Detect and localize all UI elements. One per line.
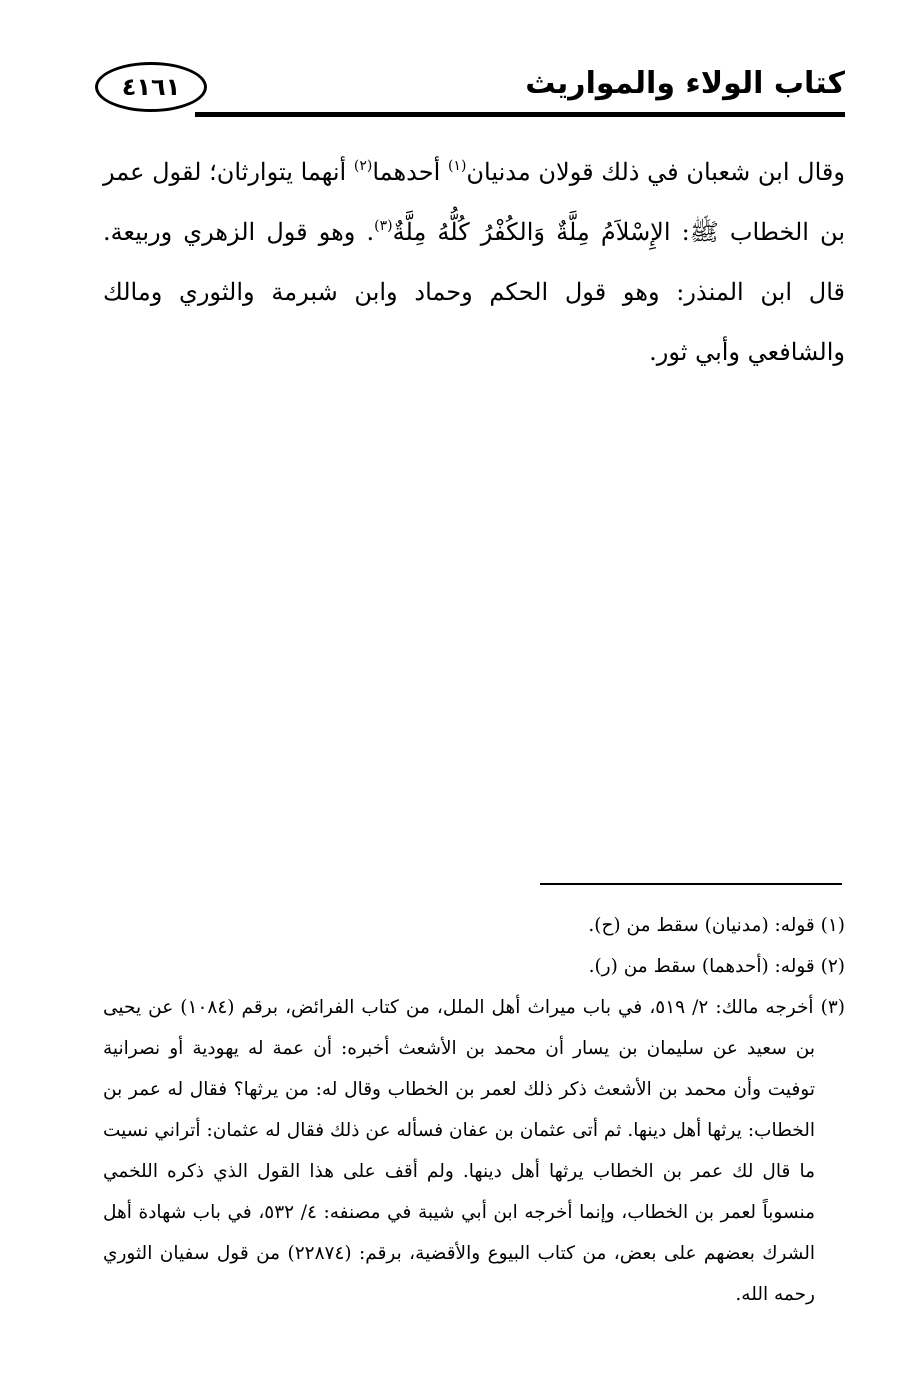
footnote-separator [540, 883, 842, 885]
footnote-2: (٢) قوله: (أحدهما) سقط من (ر). [588, 956, 845, 977]
footnote-1: (١) قوله: (مدنيان) سقط من (ح). [588, 915, 845, 936]
page-header [95, 52, 845, 122]
main-paragraph [103, 142, 845, 382]
footnote-ref-1: (١) [447, 158, 467, 174]
text-segment: أنهما يتوارثان؛ لقول عمر بن الخطاب ﷺ: الإِسْلاَمُ مِلَّةٌ وَالكُفْرُ كُلُّهُ مِلَّةٌ [103, 158, 845, 246]
footnote-3: (٣) أخرجه مالك: ٢/ ٥١٩، في باب ميراث أهل الملل، من كتاب الفرائض، برقم (١٠٨٤) عن يحيى بن سعيد عن سليمان بن يسار أن محمد بن الأشعث أخبره: أن عمة له يهودية أو نصرانية توفيت وأن محمد بن الأشعث ذكر ذلك لعمر بن الخطاب وقال له: من يرثها؟ فقال له عمر بن الخطاب: يرثها أهل دينها. ثم أتى عثمان بن عفان فسأله عن ذلك فقال له عثمان: أتراني نسيت ما قال لك عمر بن الخطاب يرثها أهل دينها. ولم أقف على هذا القول الذي ذكره اللخمي منسوباً لعمر بن الخطاب، وإنما أخرجه ابن أبي شيبة في مصنفه: ٤/ ٥٣٢، في باب شهادة أهل الشرك بعضهم على بعض، من كتاب البيوع والأقضية، برقم: (٢٢٨٧٤) من قول سفيان الثوري رحمه الله. [103, 997, 845, 1305]
book-title: كتاب الولاء والمواريث [525, 66, 845, 101]
footnote-ref-2: (٢) [353, 158, 373, 174]
text-segment: . وهو قول الزهري وربيعة. قال ابن المنذر: وهو قول الحكم وحماد وابن شبرمة والثوري ومالك والشافعي وأبي ثور. [103, 218, 846, 366]
header-rule [195, 112, 845, 117]
footnotes [103, 905, 845, 1315]
page-number: ٤١٦١ [95, 62, 207, 112]
text-segment: وقال ابن شعبان في ذلك قولان مدنيان [466, 158, 845, 186]
text-segment: أحدهما [372, 158, 448, 186]
footnote-ref-3: (٣) [374, 218, 393, 234]
main-text [103, 142, 845, 382]
